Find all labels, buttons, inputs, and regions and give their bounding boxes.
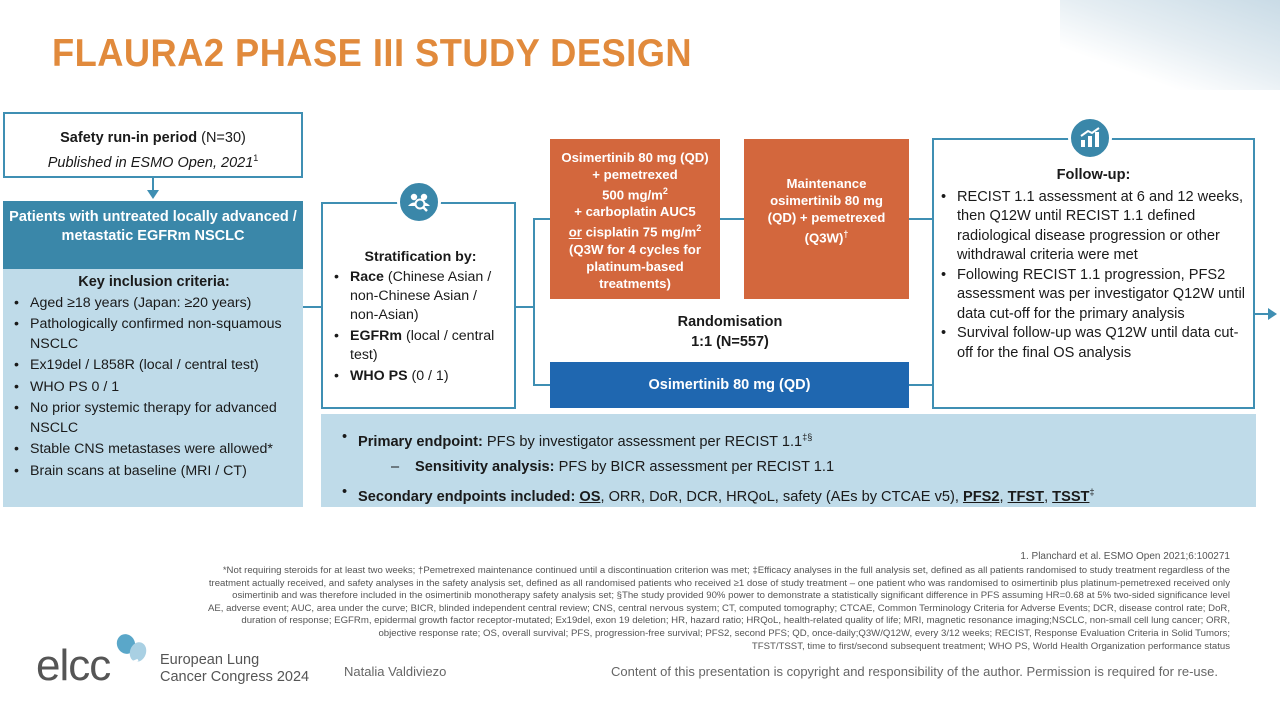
secondary-endpoints [341, 480, 1246, 510]
connector-maint-follow [909, 218, 932, 220]
primary-endpoint-label: Primary endpoint: [358, 433, 483, 450]
combo-line: Osimertinib 80 mg (QD) [561, 150, 709, 165]
connector-vertical-split [533, 218, 535, 386]
strat-item-label: Race [350, 269, 384, 285]
combo-sup: 2 [696, 223, 702, 234]
secondary-tfst: TFST [1007, 488, 1045, 505]
footnote-line: treatment actually received, and safety analyses in the safety analysis set, defined as all randomised patients who received ≥1 dose of study treatment – one patient who was randomised to osimertinib plus platinum-pemetrexed received only [208, 577, 1230, 589]
criterion-item: • Pathologically confirmed non-squamous NSCLC [13, 315, 295, 354]
criterion-item: • WHO PS 0 / 1 [13, 378, 295, 398]
safety-label: Safety run-in period [60, 130, 198, 146]
combo-line: + carboplatin AUC5 [574, 204, 696, 220]
footnote-line: TFST/TSST, time to first/second subsequent treatment; WHO PS, World Health Organization performance status [751, 640, 1230, 652]
strat-item-label: WHO PS [350, 368, 408, 384]
inclusion-criteria-box [3, 269, 303, 507]
primary-endpoint-text: PFS by investigator assessment per RECIST 1.1 [482, 433, 803, 450]
randomisation-label [620, 312, 840, 352]
stratification-heading: Stratification by: [364, 249, 477, 265]
maintenance-box [744, 139, 909, 299]
bar-chart-icon [1068, 116, 1112, 160]
combo-line: + pemetrexed [592, 167, 678, 182]
connector-strat-split [516, 306, 534, 308]
connector-combo-maint [720, 218, 744, 220]
secondary-pfs2: PFS2 [962, 488, 1000, 505]
combo-sup: 2 [662, 186, 668, 196]
footnote-line: duration of response; EGFRm, epidermal growth factor receptor-mutated; Ex19del, exon 19 deletion; HR, hazard ratio; HRQoL, health-related quality of life; MRI, magnetic resonance imaging;NSCLC, non-small cell lung cancer; ORR, [241, 615, 1230, 627]
criterion-item: • Stable CNS metastases were allowed* [13, 440, 295, 460]
patients-heading-text: Patients with untreated locally advanced / metastatic EGFRm NSCLC [9, 209, 297, 244]
maintenance-sup: † [843, 229, 849, 239]
secondary-os: OS [579, 488, 601, 505]
follow-up-box [932, 138, 1255, 409]
secondary-mid: , ORR, DoR, DCR, HRQoL, safety (AEs by CTCAE v5), [600, 488, 963, 505]
combo-line: (Q3W for 4 cycles for platinum-based treatments) [569, 241, 701, 291]
copyright-notice: Content of this presentation is copyright and responsibility of the author. Permission is required for re-use. [611, 664, 1218, 679]
combination-arm-box [550, 139, 720, 299]
reference-note: 1. Planchard et al. ESMO Open 2021;6:100271 [1020, 551, 1230, 562]
combo-line: 500 mg/m [602, 187, 663, 203]
stratification-box [321, 202, 516, 409]
combo-line: cisplatin 75 mg/m [581, 224, 697, 240]
sensitivity-text: PFS by BICR assessment per RECIST 1.1 [554, 458, 835, 475]
strat-item-detail: (0 / 1) [407, 368, 449, 384]
congress-line: Cancer Congress 2024 [160, 669, 310, 685]
follow-up-item: • Survival follow-up was Q12W until data cut-off for the final OS analysis [940, 324, 1247, 363]
safety-published: Published in ESMO Open, 2021 [47, 154, 254, 171]
strat-item-detail: (local / central test) [350, 328, 495, 363]
combo-or: or [568, 224, 582, 240]
congress-line: European Lung [160, 652, 260, 668]
connector-mono-follow [909, 384, 932, 386]
maintenance-text: Maintenance osimertinib 80 mg (QD) + pemetrexed (Q3W) [767, 176, 886, 246]
randomisation-ratio: 1:1 (N=557) [691, 334, 769, 350]
endpoints-box [321, 414, 1256, 507]
sensitivity-label: Sensitivity analysis: [415, 458, 555, 475]
footnotes [66, 565, 1230, 653]
presenter-name: Natalia Valdiviezo [344, 664, 447, 679]
primary-endpoint [341, 425, 1246, 455]
criterion-item: • Brain scans at baseline (MRI / CT) [13, 462, 295, 482]
secondary-sep: , [1044, 488, 1053, 505]
arrow-right-head [1268, 308, 1277, 320]
connector-to-mono-arm [533, 384, 550, 386]
elcc-lung-logo-icon [108, 632, 152, 681]
follow-up-item: • RECIST 1.1 assessment at 6 and 12 weeks, then Q12W until RECIST 1.1 defined radiological disease progression or other withdrawal criteria were met [940, 188, 1247, 266]
follow-up-heading: Follow-up: [1056, 167, 1131, 183]
criterion-item: • Ex19del / L858R (local / central test) [13, 356, 295, 376]
footnote-line: objective response rate; OS, overall survival; PFS, progression-free survival; PFS2, second PFS; QD, once-daily;Q3W/Q12W, every 3/12 weeks; RECIST, Response Evaluation Criteria in Solid Tumors; [378, 627, 1230, 639]
sensitivity-analysis [341, 455, 1246, 480]
safety-n: (N=30) [201, 130, 246, 146]
corner-decoration [1060, 0, 1280, 90]
safety-run-in-box [3, 112, 303, 178]
slide-title: FLAURA2 PHASE III STUDY DESIGN [52, 32, 693, 75]
secondary-sup: ‡ [1089, 486, 1095, 497]
monotherapy-arm-box: Osimertinib 80 mg (QD) [550, 362, 909, 408]
connector-to-combo-arm [533, 218, 550, 220]
randomisation-text: Randomisation [677, 314, 783, 330]
follow-up-item: • Following RECIST 1.1 progression, PFS2 assessment was per investigator Q12W until data cut-off for the primary analysis [940, 266, 1247, 325]
strat-item-detail: (Chinese Asian / non-Chinese Asian / non-Asian) [350, 269, 492, 323]
safety-arrow-head [147, 190, 159, 199]
strat-item-label: EGFRm [350, 328, 403, 344]
elcc-logo-text: elcc [36, 641, 111, 690]
patients-heading [3, 201, 303, 269]
secondary-tsst: TSST [1052, 488, 1090, 505]
criterion-item: • No prior systemic therapy for advanced NSCLC [13, 399, 295, 438]
criterion-item: • Aged ≥18 years (Japan: ≥20 years) [13, 294, 295, 314]
footnote-line: osimertinib and was therefore included in the osimertinib monotherapy safety analysis set; §The study provided 90% power to demonstrate a statistically significant difference in PFS assuming HR=0.68 at 5% two-sided significance level [232, 590, 1230, 602]
primary-sup: ‡§ [802, 432, 813, 442]
secondary-label: Secondary endpoints included: [358, 488, 576, 505]
strat-item [333, 367, 508, 386]
strat-item [333, 268, 508, 325]
people-search-icon [397, 180, 441, 224]
congress-name [160, 652, 309, 686]
strat-item [333, 327, 508, 365]
connector-patients-strat [303, 306, 321, 308]
footnote-line: *Not requiring steroids for at least two weeks; †Pemetrexed maintenance continued until a discontinuation criterion was met; ‡Efficacy analyses in the full analysis set, defined as all patients randomised to study treatment regardless of the [222, 565, 1230, 576]
secondary-sep: , [999, 488, 1008, 505]
footnote-line: AE, adverse event; AUC, area under the curve; BICR, blinded independent central review; CNS, central nervous system; CT, computed tomography; CTCAE, Common Terminology Criteria for Adverse Events; DCR, disease control rate; DoR, [207, 602, 1230, 614]
inclusion-heading: Key inclusion criteria: [78, 274, 230, 290]
safety-sup: 1 [253, 153, 259, 163]
